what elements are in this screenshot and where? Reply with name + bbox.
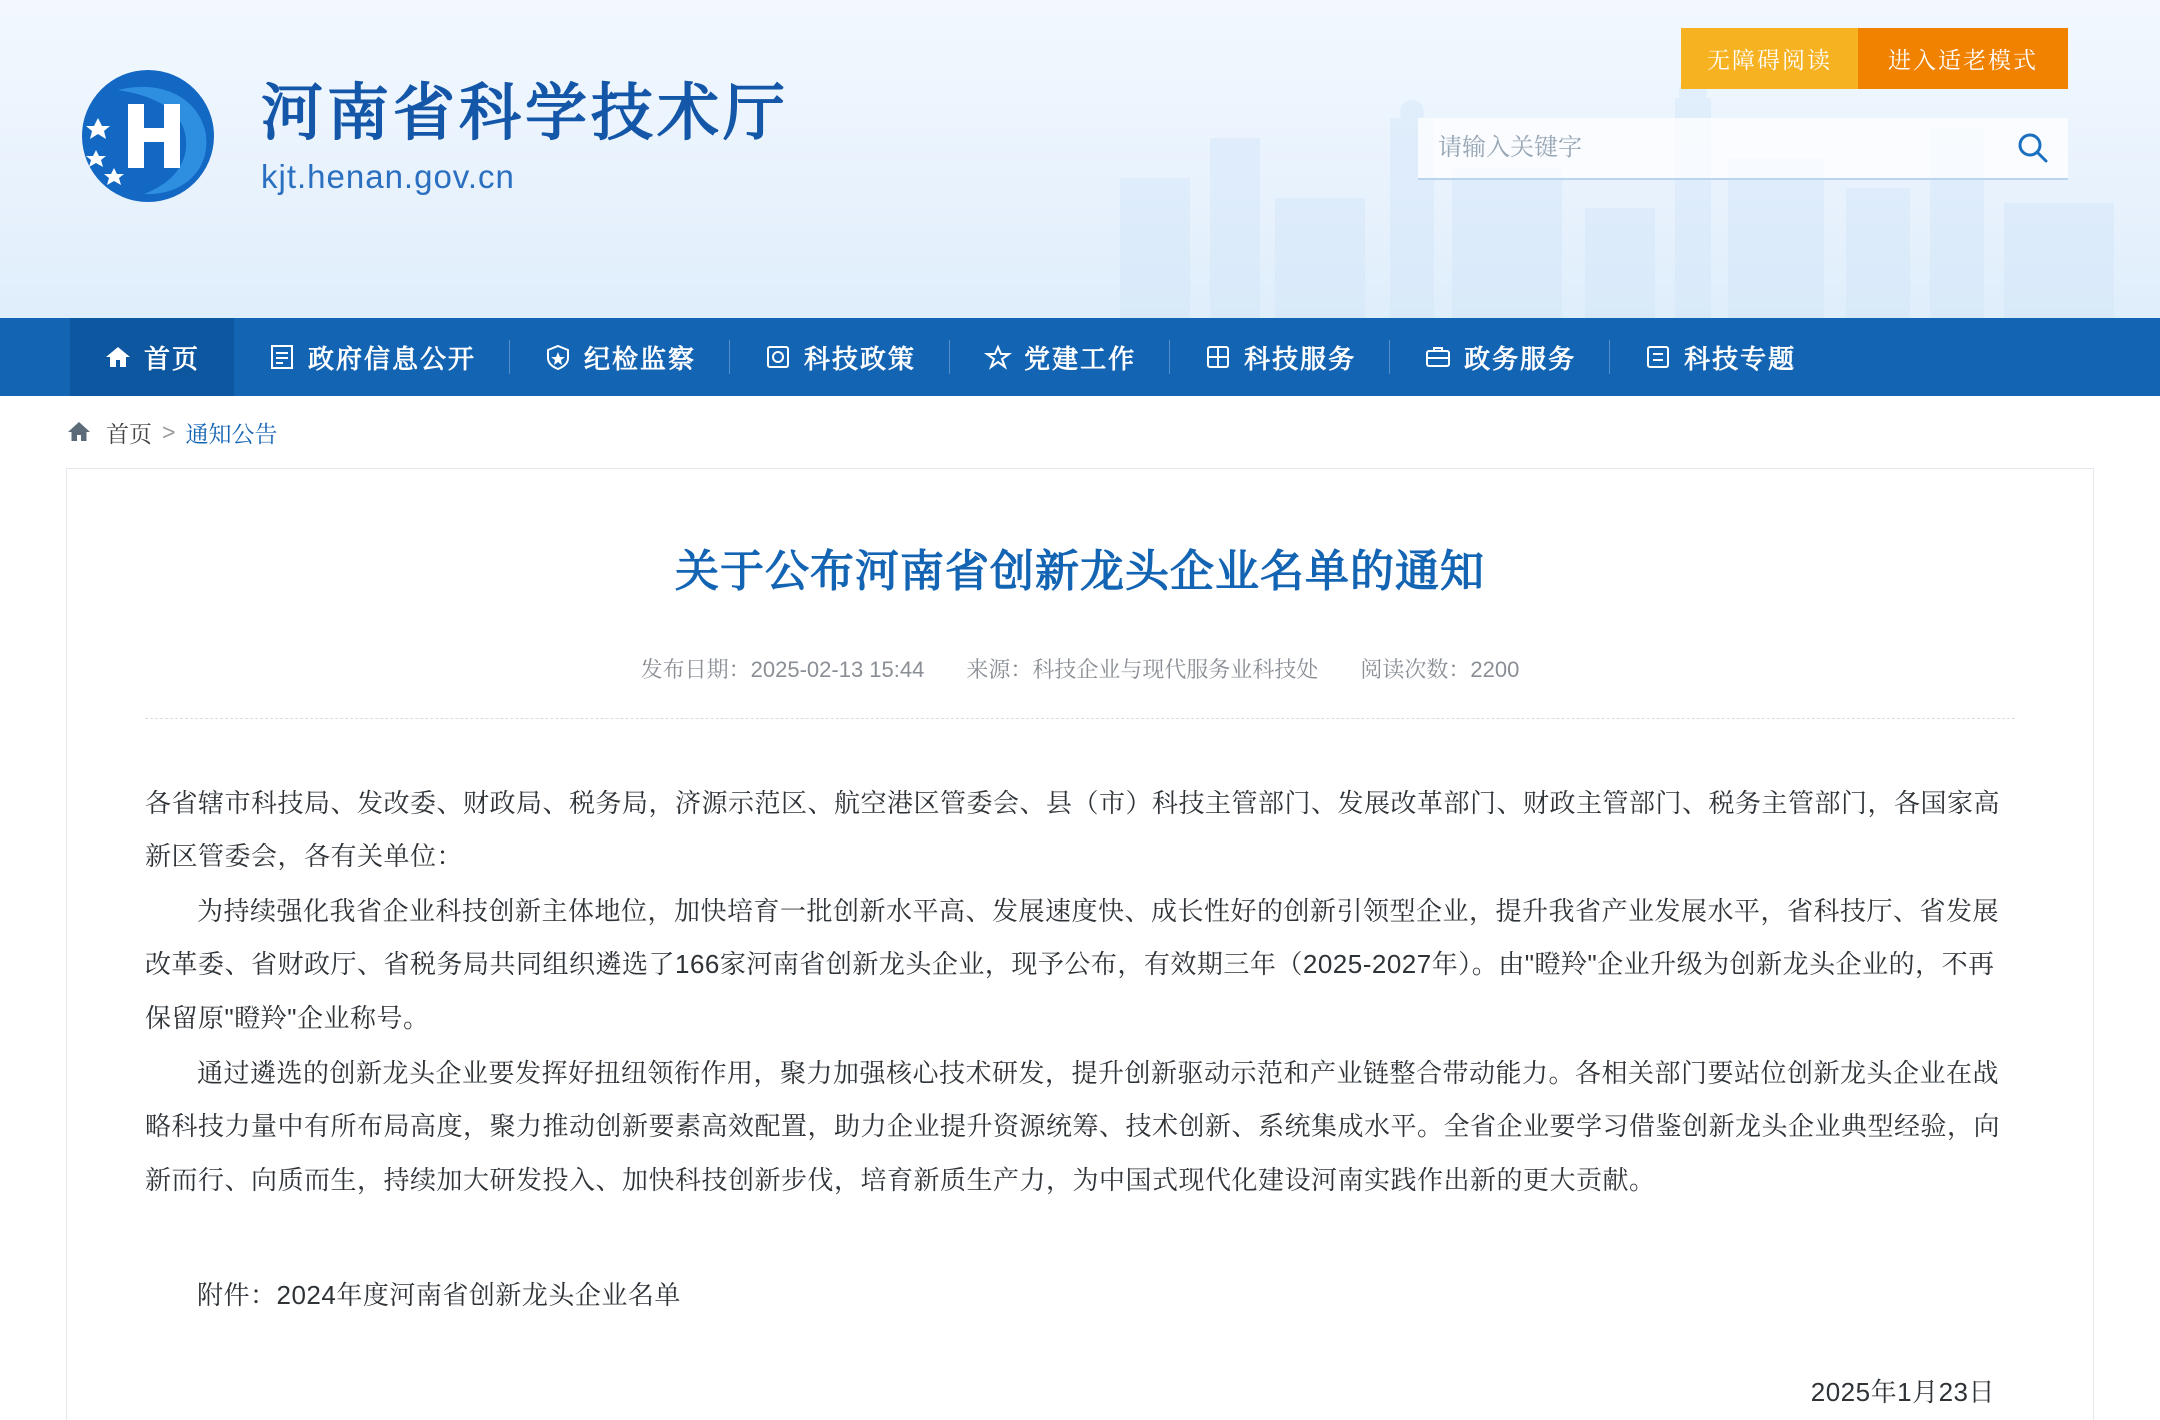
nav-label: 科技政策 [804, 343, 917, 374]
nav-label: 党建工作 [1024, 343, 1137, 374]
search-box[interactable] [1418, 118, 2068, 180]
article-paragraph: 为持续强化我省企业科技创新主体地位，加快培育一批创新水平高、发展速度快、成长性好的创新引领型企业，提升我省产业发展水平，省科技厅、省发展改革委、省财政厅、省税务局共同组织遴选了166家河南省创新龙头企业，现予公布，有效期三年（2025-2027年）。由"瞪羚"企业升级为创新龙头企业的，不再保留原"瞪羚"企业称号。 [145, 896, 2000, 1033]
article-content [145, 777, 2015, 1420]
site-title: 河南省科学技术厅 [261, 79, 790, 149]
nav-item-affairs-service[interactable] [1390, 318, 1610, 396]
article-paragraph: 通过遴选的创新龙头企业要发挥好扭纽领衔作用，聚力加强核心技术研发，提升创新驱动示范和产业链整合带动能力。各相关部门要站位创新龙头企业在战略科技力量中有所布局高度，聚力推动创新要素高效配置，助力企业提升资源统筹、技术创新、系统集成水平。全省企业要学习借鉴创新龙头企业典型经验，向新而行、向质而生，持续加大研发投入、加快科技创新步伐，培育新质生产力，为中国式现代化建设河南实践作出新的更大贡献。 [145, 1058, 2001, 1195]
nav-item-tech-policy[interactable] [730, 318, 950, 396]
search-input[interactable] [1418, 118, 1998, 178]
site-logo[interactable] [70, 62, 789, 212]
source-value: 科技企业与现代服务业科技处 [1032, 656, 1319, 682]
shield-icon [544, 343, 572, 371]
accessibility-button[interactable]: 无障碍阅读 [1681, 28, 1858, 89]
document-icon [268, 343, 296, 371]
list-icon [1644, 343, 1672, 371]
nav-label: 政务服务 [1464, 343, 1577, 374]
skyline-decoration [1060, 58, 2160, 318]
breadcrumb [0, 396, 2160, 468]
page-body [0, 468, 2160, 1420]
views-group [1360, 653, 1519, 684]
star-icon [984, 343, 1012, 371]
source-group [966, 653, 1318, 684]
top-utility-buttons [1681, 28, 2068, 89]
elder-mode-button[interactable]: 进入适老模式 [1858, 28, 2068, 89]
site-url: kjt.henan.gov.cn [261, 157, 515, 195]
search-button[interactable] [1998, 118, 2068, 178]
site-header [0, 0, 2160, 318]
nav-item-tech-topics[interactable] [1610, 318, 1830, 396]
nav-item-tech-service[interactable] [1170, 318, 1390, 396]
views-label: 阅读次数： [1360, 656, 1471, 682]
nav-item-home[interactable] [70, 318, 234, 396]
page-title: 关于公布河南省创新龙头企业名单的通知 [675, 547, 1485, 596]
main-navigation [0, 318, 2160, 396]
article-attachment[interactable]: 附件：2024年度河南省创新龙头企业名单 [197, 1279, 681, 1310]
briefcase-icon [1424, 343, 1452, 371]
article-sign-date: 2025年1月23日 [1810, 1377, 1995, 1408]
article-card [66, 468, 2094, 1420]
nav-label: 首页 [144, 343, 201, 374]
article-meta [145, 653, 2015, 719]
nav-label: 纪检监察 [584, 343, 697, 374]
views-value: 2200 [1470, 656, 1520, 682]
policy-icon [764, 343, 792, 371]
nav-item-party-building[interactable] [950, 318, 1170, 396]
publish-date-group [641, 653, 925, 684]
nav-label: 政府信息公开 [308, 343, 477, 374]
publish-date-value: 2025-02-13 15:44 [750, 656, 925, 682]
breadcrumb-home[interactable]: 首页 [106, 420, 152, 447]
breadcrumb-separator: > [162, 418, 176, 445]
nav-label: 科技服务 [1244, 343, 1357, 374]
search-icon [2016, 131, 2050, 165]
grid-icon [1204, 343, 1232, 371]
article-paragraph: 各省辖市科技局、发改委、财政局、税务局，济源示范区、航空港区管委会、县（市）科技主管部门、发展改革部门、财政主管部门、税务主管部门，各国家高新区管委会，各有关单位： [145, 787, 2001, 871]
nav-item-government-info[interactable] [234, 318, 510, 396]
home-icon [66, 419, 92, 445]
nav-label: 科技专题 [1684, 343, 1797, 374]
breadcrumb-current[interactable]: 通知公告 [185, 420, 278, 447]
publish-date-label: 发布日期： [640, 656, 751, 682]
henan-kjt-logo-icon [70, 62, 235, 212]
nav-item-discipline-inspection[interactable] [510, 318, 730, 396]
home-icon [104, 343, 132, 371]
source-label: 来源： [966, 656, 1033, 682]
